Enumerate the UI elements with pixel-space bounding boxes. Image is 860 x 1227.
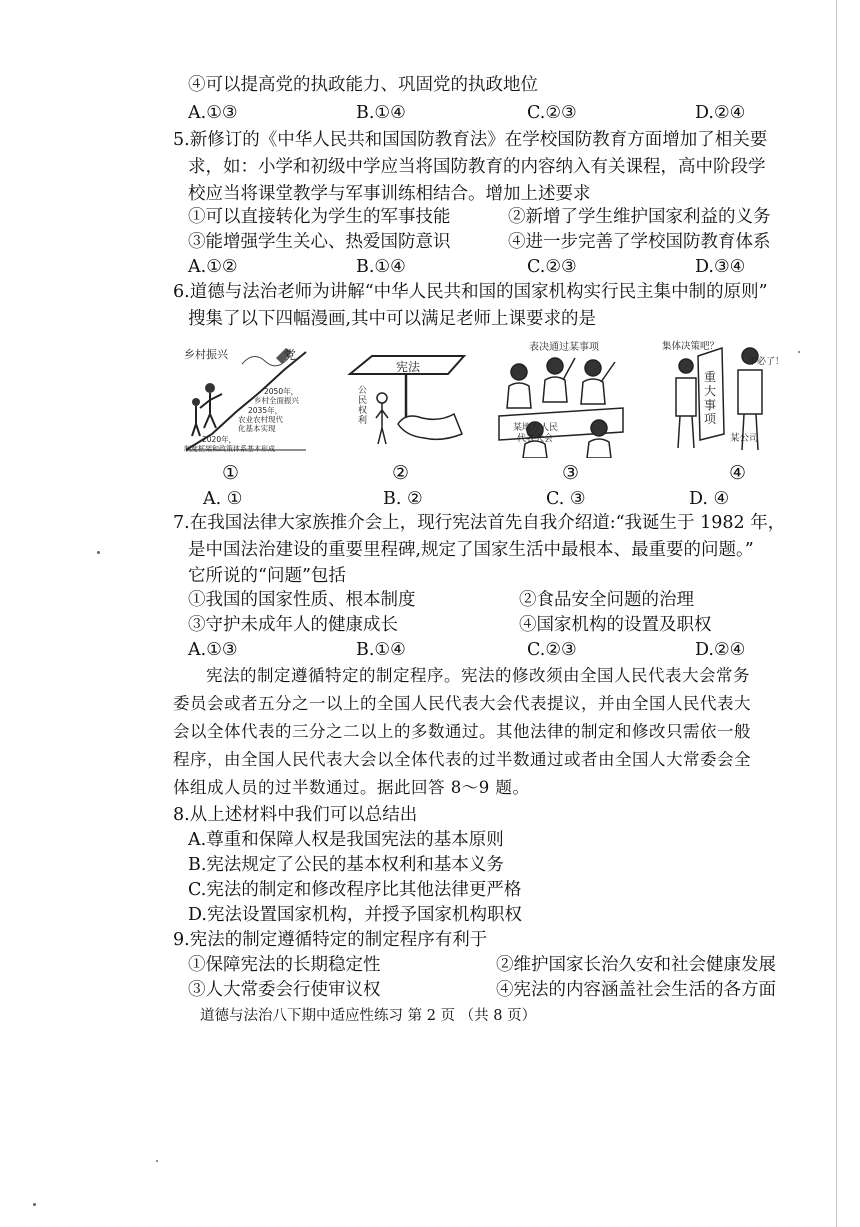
q7-item-3: ③守护未成年人的健康成长 [188,615,398,635]
material-line-3: 会以全体代表的三分之二以上的多数通过。其他法律的制定和修改只需依一般 [173,722,751,741]
q6-option-b: B. ② [383,489,423,509]
q7-stem-line-1: 7.在我国法律大家族推介会上，现行宪法首先自我介绍道:“我诞生于 1982 年， [173,513,786,533]
scan-edge-line [836,0,837,1227]
comic-1-label-2035: 2035年， [248,406,283,415]
comic-2-side-label-1: 公 [358,386,368,396]
q7-option-a: A.①③ [188,640,238,660]
q7-option-d: D.②④ [695,640,746,660]
comic-1-label-2020-text: 制度框架和政策体系基本形成 [184,445,275,453]
comic-1-title: 乡村振兴 [184,348,228,361]
comic-4-board-char-1: 重 [704,370,717,384]
q5-item-3: ③能增强学生关心、热爱国防意识 [188,232,451,252]
comic-1-party-label: 党 [284,348,297,362]
q6-option-a: A. ① [203,489,243,509]
q5-option-d: D.③④ [695,257,746,277]
q4-option-b: B.①④ [356,103,406,123]
comic-constitution-umbrella [344,348,472,456]
comic-1-label-2035-text-a: 农业农村现代 [238,415,283,424]
comic-local-congress-vote [495,336,627,458]
comic-1-label-2020: 2020年， [202,435,237,444]
q9-item-1: ①保障宪法的长期稳定性 [188,955,381,975]
comic-4-board-char-3: 事 [704,398,717,412]
q9-item-3: ③人大常委会行使审议权 [188,980,381,1000]
q5-item-2: ②新增了学生维护国家利益的义务 [508,207,771,227]
comic-2-side-label-4: 利 [358,416,368,426]
material-line-2: 委员会或者五分之一以上的全国人民代表大会代表提议，并由全国人民代表大 [173,694,751,713]
comic-4-board-char-2: 大 [704,384,717,398]
material-line-1: 宪法的制定遵循特定的制定程序。宪法的修改须由全国人民代表大会常务 [206,666,750,685]
comic-company-decision [662,336,785,458]
q5-stem-line-3: 校应当将课堂教学与军事训练相结合。增加上述要求 [188,184,591,204]
comic-2-constitution-sign: 宪法 [396,360,421,374]
q5-item-4: ④进一步完善了学校国防教育体系 [508,232,771,252]
q9-item-4: ④宪法的内容涵盖社会生活的各方面 [496,980,776,1000]
q7-item-4: ④国家机构的设置及职权 [519,615,712,635]
q8-option-a: A.尊重和保障人权是我国宪法的基本原则 [188,830,504,850]
page-footer: 道德与法治八下期中适应性练习 第 2 页 （共 8 页） [200,1008,537,1024]
q9-stem: 9.宪法的制定遵循特定的制定程序有利于 [173,930,488,950]
comic-4-reply: 不必了！ [748,357,785,367]
comic-2-side-label-3: 权 [358,406,368,416]
comic-4-board-char-4: 项 [704,412,717,426]
q6-stem-line-1: 6.道德与法治老师为讲解“中华人民共和国的国家机构实行民主集中制的原则” [173,282,768,302]
q7-option-c: C.②③ [527,640,577,660]
comic-1-label-2050-text: 乡村全面振兴 [254,396,299,405]
q5-stem-line-2: 求，如：小学和初级中学应当将国防教育的内容纳入有关课程，高中阶段学 [188,157,766,177]
q8-option-b: B.宪法规定了公民的基本权利和基本义务 [188,855,504,875]
comic-4-company-label: 某公司 [730,433,759,444]
scan-speck [33,1203,36,1206]
q8-option-d: D.宪法设置国家机构，并授予国家机构职权 [188,905,522,925]
q6-option-c: C. ③ [546,489,586,509]
comic-1-number: ① [222,462,240,484]
comic-4-number: ④ [729,462,747,484]
q5-stem-line-1: 5.新修订的《中华人民共和国国防教育法》在学校国防教育方面增加了相关要 [173,130,768,150]
q5-option-b: B.①④ [356,257,406,277]
comic-1-label-2035-text-b: 化基本实现 [238,424,276,433]
q6-option-d: D. ④ [689,489,730,509]
scan-speck [798,351,800,353]
q8-stem: 8.从上述材料中我们可以总结出 [173,805,418,825]
comic-3-label-line-1: 某地方人民 [513,423,559,433]
q4-option-c: C.②③ [527,103,577,123]
q9-item-2: ②维护国家长治久安和社会健康发展 [496,955,776,975]
q4-option-d: D.②④ [695,103,746,123]
comic-3-number: ③ [562,462,580,484]
comic-3-label-line-2: 代表大会 [517,434,554,444]
comic-3-title: 表决通过某事项 [529,342,599,353]
comic-1-label-2050: 2050年， [264,387,299,396]
q4-option-a: A.①③ [188,103,238,123]
q7-item-2: ②食品安全问题的治理 [519,590,694,610]
q5-option-c: C.②③ [527,257,577,277]
q7-item-1: ①我国的国家性质、根本制度 [188,590,416,610]
comic-4-speech-bubble: 集体决策吧？ [662,341,720,352]
q5-item-1: ①可以直接转化为学生的军事技能 [188,207,451,227]
q8-option-c: C.宪法的制定和修改程序比其他法律更严格 [188,880,522,900]
q5-option-a: A.①② [188,257,238,277]
scan-speck [156,1160,158,1162]
q4-item-4: ④可以提高党的执政能力、巩固党的执政地位 [188,75,538,95]
q7-option-b: B.①④ [356,640,406,660]
material-line-5: 体组成人员的过半数通过。据此回答 8～9 题。 [173,778,530,797]
comic-2-number: ② [392,462,410,484]
scan-speck [97,551,100,554]
q7-stem-line-2: 是中国法治建设的重要里程碑,规定了国家生活中最根本、最重要的问题。” [188,540,754,560]
q7-stem-line-3: 它所说的“问题”包括 [188,566,346,586]
comic-rural-revitalization [182,342,314,456]
comic-3-drawing [495,336,627,458]
comic-2-side-label-2: 民 [358,396,368,406]
material-line-4: 程序，由全国人民代表大会以全体代表的过半数通过或者由全国人大常委会全 [173,750,751,769]
q6-stem-line-2: 搜集了以下四幅漫画,其中可以满足老师上课要求的是 [188,309,597,329]
